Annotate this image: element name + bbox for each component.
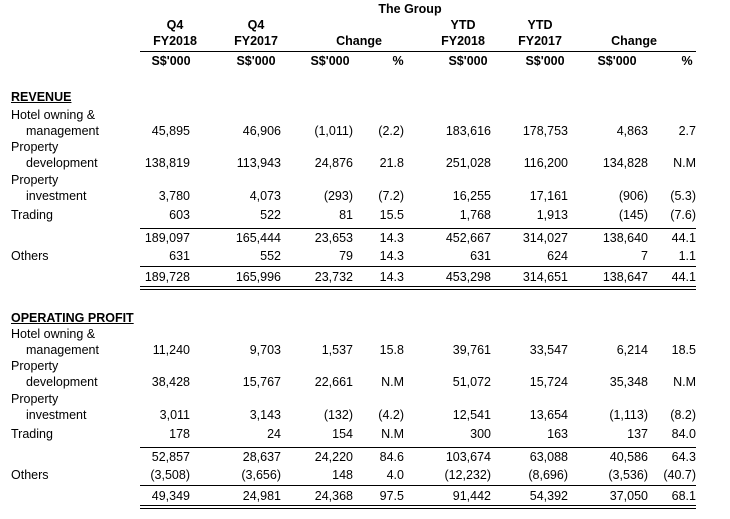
- table-cell: 165,996: [235, 270, 281, 284]
- table-cell: 49,349: [151, 489, 190, 503]
- row-label: Property: [11, 173, 59, 187]
- row-label: Hotel owning &: [11, 108, 96, 122]
- table-cell: (3,656): [241, 468, 281, 482]
- table-cell: 3,143: [249, 408, 281, 422]
- table-cell: (906): [618, 189, 648, 203]
- column-header: Change: [336, 34, 382, 48]
- table-cell: (7.2): [378, 189, 404, 203]
- unit-header: %: [392, 54, 404, 68]
- table-cell: N.M: [673, 156, 696, 170]
- table-cell: 138,819: [144, 156, 190, 170]
- column-header-top: YTD: [527, 18, 553, 32]
- section-title: REVENUE: [11, 90, 72, 104]
- table-cell: 522: [260, 208, 281, 222]
- unit-header: S$'000: [597, 54, 637, 68]
- table-cell: 22,661: [314, 375, 353, 389]
- table-cell: 552: [260, 249, 281, 263]
- table-cell: 24: [267, 427, 281, 441]
- table-cell: 14.3: [379, 231, 404, 245]
- table-cell: 16,255: [452, 189, 491, 203]
- table-cell: 2.7: [678, 124, 696, 138]
- table-cell: 14.3: [379, 270, 404, 284]
- table-cell: 23,653: [314, 231, 353, 245]
- column-header: Change: [611, 34, 657, 48]
- subtotal-rule: [140, 266, 696, 267]
- table-cell: 40,586: [609, 450, 648, 464]
- column-header: FY2018: [441, 34, 485, 48]
- table-cell: 631: [470, 249, 491, 263]
- table-cell: (1,113): [609, 408, 648, 422]
- unit-header: S$'000: [525, 54, 565, 68]
- subtotal-rule: [140, 228, 696, 229]
- table-cell: (3,536): [608, 468, 648, 482]
- row-label: Others: [11, 468, 49, 482]
- column-header-top: Q4: [166, 18, 184, 32]
- row-label: investment: [26, 189, 87, 203]
- table-cell: 452,667: [445, 231, 491, 245]
- table-cell: 15.5: [379, 208, 404, 222]
- group-title: The Group: [378, 2, 442, 16]
- total-rule: [140, 286, 696, 287]
- table-cell: 314,027: [522, 231, 568, 245]
- unit-header: S$'000: [151, 54, 191, 68]
- table-cell: 24,368: [314, 489, 353, 503]
- unit-header: S$'000: [236, 54, 276, 68]
- table-cell: 84.6: [379, 450, 404, 464]
- table-cell: 178,753: [522, 124, 568, 138]
- table-cell: 46,906: [242, 124, 281, 138]
- table-cell: 17,161: [529, 189, 568, 203]
- table-cell: (145): [618, 208, 648, 222]
- table-cell: 113,943: [236, 156, 281, 170]
- table-cell: 137: [627, 427, 648, 441]
- table-cell: 624: [547, 249, 568, 263]
- table-cell: 134,828: [602, 156, 648, 170]
- table-cell: 13,654: [529, 408, 568, 422]
- table-cell: 4,073: [249, 189, 281, 203]
- table-cell: 6,214: [616, 343, 648, 357]
- total-rule: [140, 505, 696, 506]
- row-label: Property: [11, 359, 59, 373]
- row-label: management: [26, 124, 99, 138]
- table-cell: 15.8: [379, 343, 404, 357]
- row-label: management: [26, 343, 99, 357]
- table-cell: 163: [547, 427, 568, 441]
- table-cell: N.M: [381, 375, 404, 389]
- row-label: Hotel owning &: [11, 327, 96, 341]
- table-cell: 18.5: [671, 343, 696, 357]
- subtotal-rule: [140, 447, 696, 448]
- table-cell: 24,876: [314, 156, 353, 170]
- table-cell: 51,072: [452, 375, 491, 389]
- table-cell: 3,780: [158, 189, 190, 203]
- table-cell: 24,220: [314, 450, 353, 464]
- column-header-top: Q4: [247, 18, 265, 32]
- table-cell: 183,616: [445, 124, 491, 138]
- table-cell: 23,732: [314, 270, 353, 284]
- table-cell: 178: [169, 427, 190, 441]
- table-cell: 4.0: [386, 468, 404, 482]
- column-header: FY2017: [518, 34, 562, 48]
- row-label: Trading: [11, 208, 53, 222]
- table-cell: (1,011): [314, 124, 353, 138]
- table-cell: 63,088: [529, 450, 568, 464]
- table-cell: 1.1: [678, 249, 696, 263]
- row-label: Others: [11, 249, 49, 263]
- table-cell: 165,444: [235, 231, 281, 245]
- table-cell: 631: [169, 249, 190, 263]
- table-cell: (5.3): [670, 189, 696, 203]
- table-cell: N.M: [381, 427, 404, 441]
- row-label: development: [26, 375, 98, 389]
- row-label: Property: [11, 392, 59, 406]
- table-cell: 15,767: [242, 375, 281, 389]
- table-cell: 1,913: [536, 208, 568, 222]
- table-cell: 54,392: [529, 489, 568, 503]
- table-cell: 9,703: [249, 343, 281, 357]
- table-cell: (40.7): [663, 468, 696, 482]
- table-cell: 84.0: [671, 427, 696, 441]
- table-cell: 15,724: [529, 375, 568, 389]
- table-cell: 12,541: [452, 408, 491, 422]
- table-cell: (7.6): [670, 208, 696, 222]
- table-cell: 300: [470, 427, 491, 441]
- row-label: Property: [11, 140, 59, 154]
- total-rule-double: [140, 508, 696, 509]
- row-label: Trading: [11, 427, 53, 441]
- table-cell: 44.1: [671, 270, 696, 284]
- table-cell: (293): [323, 189, 353, 203]
- column-header: FY2018: [153, 34, 197, 48]
- row-label: development: [26, 156, 98, 170]
- table-cell: 189,728: [144, 270, 190, 284]
- table-cell: (3,508): [150, 468, 190, 482]
- table-cell: 44.1: [671, 231, 696, 245]
- table-cell: (132): [323, 408, 353, 422]
- table-cell: 314,651: [522, 270, 568, 284]
- table-cell: 64.3: [671, 450, 696, 464]
- table-cell: 21.8: [379, 156, 404, 170]
- unit-header: S$'000: [310, 54, 350, 68]
- column-header: FY2017: [234, 34, 278, 48]
- table-cell: 116,200: [523, 156, 568, 170]
- table-cell: 39,761: [452, 343, 491, 357]
- row-label: investment: [26, 408, 87, 422]
- table-cell: 91,442: [452, 489, 491, 503]
- table-cell: 28,637: [242, 450, 281, 464]
- unit-header: %: [681, 54, 693, 68]
- table-cell: 52,857: [151, 450, 190, 464]
- table-cell: 7: [641, 249, 648, 263]
- total-rule-double: [140, 289, 696, 290]
- table-cell: 14.3: [379, 249, 404, 263]
- table-cell: 97.5: [379, 489, 404, 503]
- table-cell: 603: [169, 208, 190, 222]
- table-cell: (8,696): [528, 468, 568, 482]
- table-cell: 1,768: [459, 208, 491, 222]
- table-cell: 24,981: [242, 489, 281, 503]
- table-cell: 38,428: [151, 375, 190, 389]
- table-cell: 33,547: [529, 343, 568, 357]
- table-cell: 35,348: [609, 375, 648, 389]
- table-cell: 79: [339, 249, 353, 263]
- table-cell: 154: [332, 427, 353, 441]
- table-cell: 138,640: [602, 231, 648, 245]
- table-cell: 68.1: [671, 489, 696, 503]
- table-cell: 103,674: [445, 450, 491, 464]
- column-header-top: YTD: [450, 18, 476, 32]
- table-cell: (12,232): [444, 468, 491, 482]
- table-cell: 138,647: [602, 270, 648, 284]
- table-cell: (4.2): [378, 408, 404, 422]
- subtotal-rule: [140, 485, 696, 486]
- table-cell: (8.2): [670, 408, 696, 422]
- unit-header: S$'000: [448, 54, 488, 68]
- table-cell: 37,050: [609, 489, 648, 503]
- table-cell: 189,097: [144, 231, 190, 245]
- table-cell: 81: [339, 208, 353, 222]
- header-rule: [140, 51, 696, 52]
- table-cell: 1,537: [321, 343, 353, 357]
- table-cell: 11,240: [152, 343, 190, 357]
- table-cell: 45,895: [151, 124, 190, 138]
- table-cell: 251,028: [445, 156, 491, 170]
- table-cell: 4,863: [616, 124, 648, 138]
- section-title: OPERATING PROFIT: [11, 311, 134, 325]
- table-cell: 453,298: [445, 270, 491, 284]
- table-cell: 148: [332, 468, 353, 482]
- table-cell: (2.2): [378, 124, 404, 138]
- table-cell: 3,011: [159, 408, 190, 422]
- table-cell: N.M: [673, 375, 696, 389]
